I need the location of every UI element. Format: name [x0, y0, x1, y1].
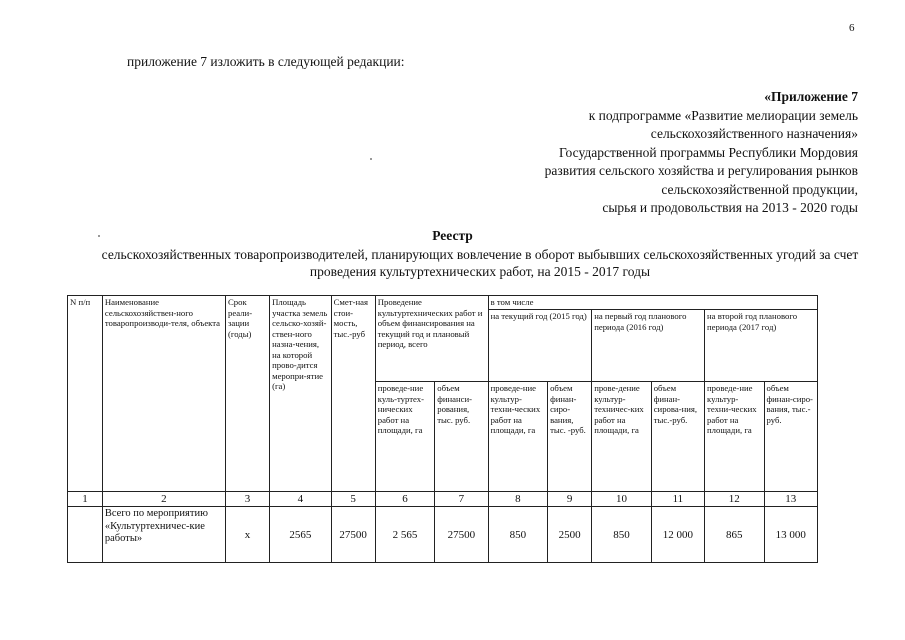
register-subtitle: сельскохозяйственных товаропроизводителей, планирующих вовлечение в оборот выбывших сельскохозяйственных угодий за счет проведения культуртехнических работ, на 2015 - 2017 годы	[101, 247, 859, 279]
header-cost: Смет-ная стои-мость, тыс.-руб	[331, 296, 375, 492]
cell-y2-area: 850	[592, 507, 652, 563]
appendix-title: «Приложение 7	[764, 89, 858, 104]
header-y1-area: проведе-ние культур-техни-ческих работ на площади, га	[488, 382, 548, 492]
cell-area: 2565	[270, 507, 332, 563]
header-name: Наименование сельскохозяйствен-ного товаропроизводи-теля, объекта	[102, 296, 225, 492]
column-number: 9	[548, 492, 592, 507]
header-first-year: на первый год планового периода (2016 год)	[592, 310, 705, 382]
appendix-line: Государственной программы Республики Мордовия	[558, 144, 858, 160]
column-number-row	[68, 492, 818, 507]
cell-y1-fin: 2500	[548, 507, 592, 563]
page-number: 6	[849, 22, 855, 34]
register-table	[67, 295, 818, 563]
appendix-line: к подпрограмме «Развитие мелиорации земель	[588, 107, 858, 123]
register-title: Реестр	[432, 228, 473, 243]
header-y2-fin: объем финан-сирова-ния, тыс.-руб.	[651, 382, 704, 492]
header-total-fin: объем финанси-рования, тыс. руб.	[435, 382, 488, 492]
cell-y2-fin: 12 000	[651, 507, 704, 563]
scan-speck	[370, 158, 372, 160]
header-current-year: на текущий год (2015 год)	[488, 310, 592, 382]
column-number: 11	[651, 492, 704, 507]
cell-cost: 27500	[331, 507, 375, 563]
cell-name: Всего по мероприятию «Культуртехничес-кие работы»	[102, 507, 225, 563]
cell-total-area: 2 565	[375, 507, 435, 563]
appendix-line: сырья и продовольствия на 2013 - 2020 годы	[602, 200, 858, 215]
column-number: 10	[592, 492, 652, 507]
column-number: 5	[331, 492, 375, 507]
column-number: 12	[705, 492, 765, 507]
column-number: 2	[102, 492, 225, 507]
table-header-row	[68, 296, 818, 310]
header-in-that: в том числе	[488, 296, 817, 310]
header-term: Срок реали-зации (годы)	[225, 296, 269, 492]
table-row	[68, 507, 818, 563]
appendix-line: развития сельского хозяйства и регулирования рынков	[544, 163, 858, 178]
header-area: Площадь участка земель сельско-хозяй-ствен-ного назна-чения, на которой прово-дится меропри-ятие (га)	[270, 296, 332, 492]
cell-y3-area: 865	[705, 507, 765, 563]
appendix-line: сельскохозяйственного назначения»	[650, 126, 858, 141]
cell-y3-fin: 13 000	[764, 507, 817, 563]
cell-total-fin: 27500	[435, 507, 488, 563]
header-second-year: на второй год планового периода (2017 год)	[705, 310, 818, 382]
column-number: 3	[225, 492, 269, 507]
column-number: 7	[435, 492, 488, 507]
appendix-header	[298, 88, 858, 218]
column-number: 13	[764, 492, 817, 507]
column-number: 1	[68, 492, 103, 507]
cell-y1-area: 850	[488, 507, 548, 563]
column-number: 8	[488, 492, 548, 507]
header-y2-area: прове-дение культур-техничес-ких работ на площади, га	[592, 382, 652, 492]
header-total-area: проведе-ние куль-туртех-нических работ на площади, га	[375, 382, 435, 492]
intro-text: приложение 7 изложить в следующей редакции:	[127, 54, 405, 69]
header-current-period: Проведение культуртехнических работ и объем финансирования на текущий год и плановый период, всего	[375, 296, 488, 382]
header-y1-fin: объем финан-сиро-вания, тыс. -руб.	[548, 382, 592, 492]
column-number: 6	[375, 492, 435, 507]
header-num: N п/п	[68, 296, 103, 492]
header-y3-area: проведе-ние культур-техни-ческих работ на площади, га	[705, 382, 765, 492]
cell-term: х	[225, 507, 269, 563]
header-y3-fin: объем финан-сиро-вания, тыс.-руб.	[764, 382, 817, 492]
cell-num	[68, 507, 103, 563]
scan-speck	[98, 235, 100, 237]
appendix-line: сельскохозяйственной продукции,	[661, 181, 858, 197]
column-number: 4	[270, 492, 332, 507]
